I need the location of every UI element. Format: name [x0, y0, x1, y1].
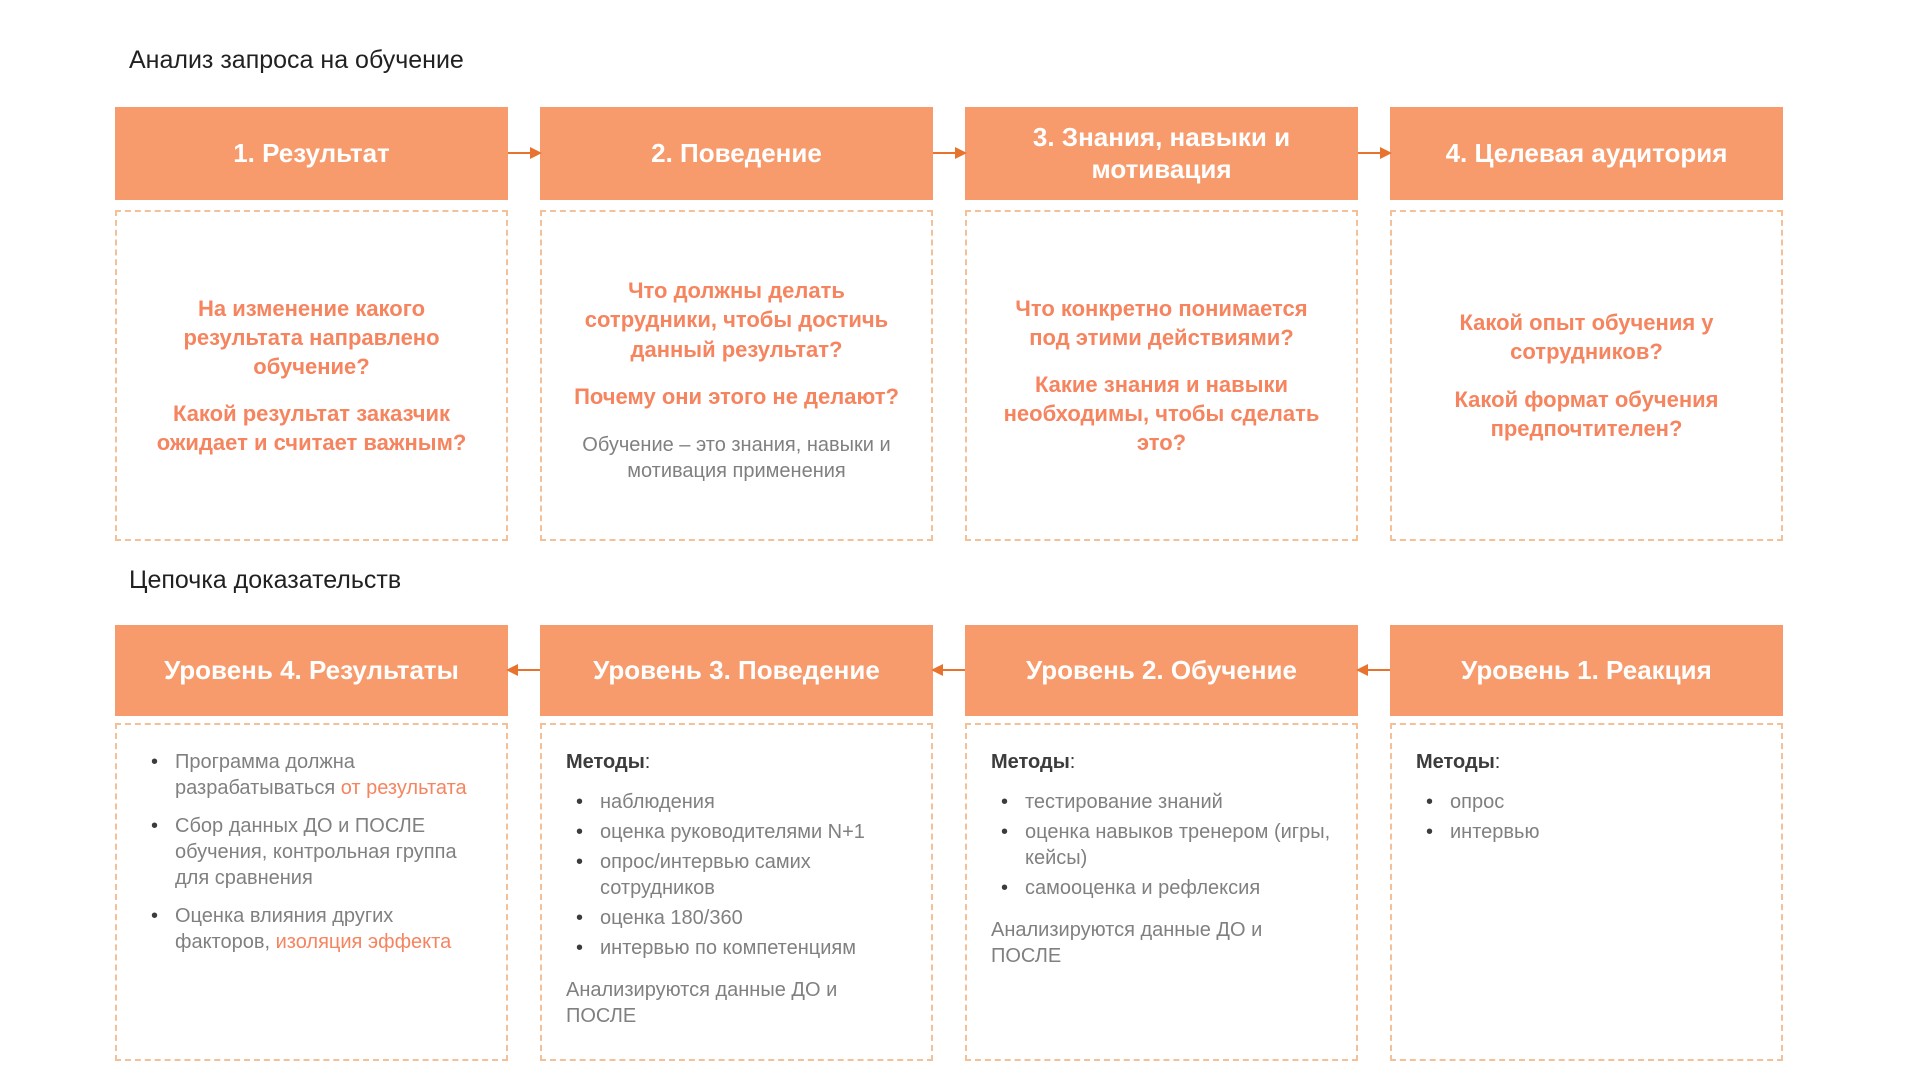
- evidence-header-level1: Уровень 1. Реакция: [1390, 625, 1783, 716]
- list-item: • оценка 180/360: [566, 905, 907, 931]
- behavior-note: Обучение – это знания, навыки и мотивация применения: [582, 433, 891, 482]
- bullet-highlight: от результата: [340, 777, 467, 799]
- question-text: Какой результат заказчик ожидает и считает важным?: [156, 401, 467, 456]
- list-item: • интервью по компетенциям: [566, 935, 907, 961]
- arrow-right-icon: [508, 152, 540, 154]
- evidence-box-level1: [1390, 723, 1783, 1061]
- analyzed-note: Анализируются данные ДО и ПОСЛЕ: [566, 979, 838, 1027]
- analysis-box-knowledge: [965, 210, 1358, 541]
- evidence-box-level2: [965, 723, 1358, 1061]
- arrow-left-icon: [508, 669, 540, 671]
- bullet-highlight: изоляция эффекта: [275, 931, 452, 953]
- analysis-header-knowledge: 3. Знания, навыки и мотивация: [965, 107, 1358, 200]
- analysis-section-title: Анализ запроса на обучение: [129, 46, 464, 74]
- analysis-header-result: 1. Результат: [115, 107, 508, 200]
- level3-bullet-list: [566, 789, 907, 961]
- bullet-text: Программа должна разрабатываться: [175, 751, 355, 799]
- methods-label-bold: Методы: [1416, 751, 1495, 773]
- evidence-header-level2: Уровень 2. Обучение: [965, 625, 1358, 716]
- evidence-section-title: Цепочка доказательств: [129, 566, 402, 594]
- list-item: [141, 903, 482, 955]
- list-item: • опрос/интервью самих сотрудников: [566, 849, 907, 901]
- list-item: • оценка руководителями N+1: [566, 819, 907, 845]
- list-item: [141, 813, 482, 891]
- list-item: [141, 749, 482, 801]
- evidence-box-level4: [115, 723, 508, 1061]
- list-item: • опрос: [1416, 789, 1757, 815]
- methods-label-bold: Методы: [991, 751, 1070, 773]
- bullet-text: Оценка влияния других факторов,: [175, 905, 394, 953]
- list-item: • интервью: [1416, 819, 1757, 845]
- arrow-right-icon: [933, 152, 965, 154]
- question-text: На изменение какого результата направлено обучение?: [183, 295, 440, 379]
- question-text: Почему они этого не делают?: [574, 383, 899, 409]
- list-item: • оценка навыков тренером (игры, кейсы): [991, 819, 1332, 871]
- level4-bullet-list: [141, 749, 482, 955]
- evidence-box-level3: [540, 723, 933, 1061]
- question-text: Какие знания и навыки необходимы, чтобы сделать это?: [1003, 371, 1320, 456]
- arrow-right-icon: [1358, 152, 1390, 154]
- methods-colon: :: [644, 751, 651, 773]
- methods-colon: :: [1494, 751, 1501, 773]
- evidence-header-level3: Уровень 3. Поведение: [540, 625, 933, 716]
- arrow-left-icon: [933, 669, 965, 671]
- methods-label: [1416, 749, 1757, 775]
- analysis-content-row: [115, 210, 1783, 541]
- question-text: Какой формат обучения предпочтителен?: [1454, 386, 1719, 441]
- list-item: • наблюдения: [566, 789, 907, 815]
- level1-bullet-list: [1416, 789, 1757, 845]
- level2-bullet-list: [991, 789, 1332, 901]
- analysis-box-behavior: [540, 210, 933, 541]
- question-text: Что конкретно понимается под этими действиями?: [1015, 295, 1308, 350]
- bullet-text: Сбор данных ДО и ПОСЛЕ обучения, контрольная группа для сравнения: [175, 815, 457, 889]
- list-item: • тестирование знаний: [991, 789, 1332, 815]
- question-text: Что должны делать сотрудники, чтобы достичь данный результат?: [584, 278, 889, 362]
- analysis-header-audience: 4. Целевая аудитория: [1390, 107, 1783, 200]
- analysis-box-audience: [1390, 210, 1783, 541]
- methods-label: [991, 749, 1332, 775]
- list-item: • самооценка и рефлексия: [991, 875, 1332, 901]
- evidence-content-row: [115, 723, 1783, 1061]
- methods-label: [566, 749, 907, 775]
- arrow-left-icon: [1358, 669, 1390, 671]
- methods-colon: :: [1069, 751, 1076, 773]
- analyzed-note: Анализируются данные ДО и ПОСЛЕ: [991, 919, 1263, 967]
- question-text: Какой опыт обучения у сотрудников?: [1459, 310, 1714, 365]
- methods-label-bold: Методы: [566, 751, 645, 773]
- analysis-box-result: [115, 210, 508, 541]
- analysis-header-behavior: 2. Поведение: [540, 107, 933, 200]
- evidence-header-level4: Уровень 4. Результаты: [115, 625, 508, 716]
